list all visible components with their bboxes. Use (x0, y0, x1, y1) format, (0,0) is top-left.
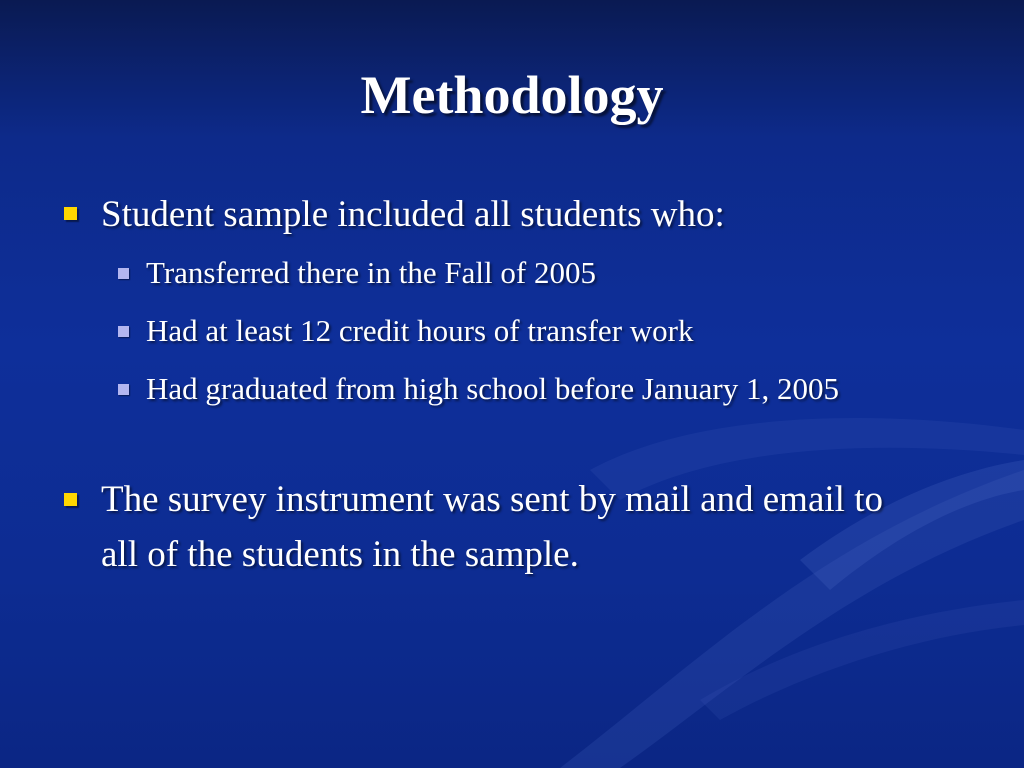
square-bullet-icon (118, 268, 129, 279)
square-bullet-icon (118, 384, 129, 395)
sub-bullet-text: Had at least 12 credit hours of transfer work (146, 313, 694, 348)
sub-bullet-text: Transferred there in the Fall of 2005 (146, 255, 596, 290)
square-bullet-icon (64, 207, 77, 220)
sub-bullet-text: Had graduated from high school before January 1, 2005 (146, 371, 839, 406)
bullet-text: Student sample included all students who: (101, 194, 725, 235)
slide-title: Methodology (360, 65, 664, 125)
square-bullet-icon (64, 493, 77, 506)
square-bullet-icon (118, 326, 129, 337)
bullet-text: The survey instrument was sent by mail and email to all of the students in the sample. (101, 479, 883, 575)
